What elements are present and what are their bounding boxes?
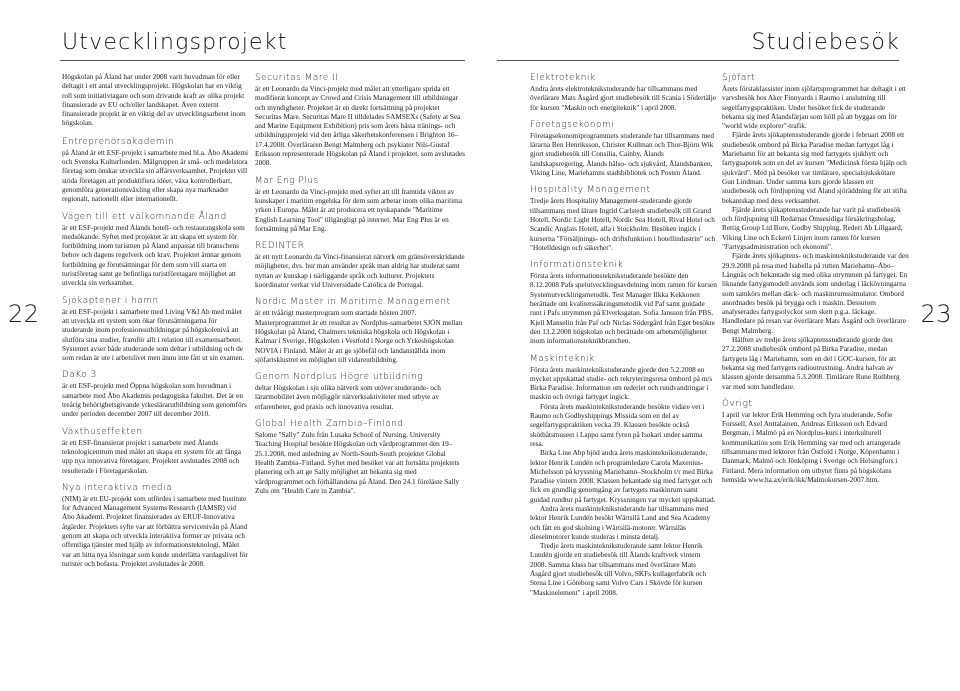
- section-body: (NIM) är ett EU-projekt som utfördes i samarbete med Institute for Advanced Management Systems Research (IAMSR) vid Åbo Akademi. Projektet finansierades av ERUF-Innovativa åtgärder. Projektets syfte var att förbättra servicenivån på Åland genom att skapa och utveckla interaktiva former av privata och offentliga tjänster med hjälp av informationsteknologi. Målet var att hitta nya lösningar som kunde underlätta vardagslivet för turister och bofasta. Projektet avslutades år 2008.: [62, 494, 248, 568]
- column-2: [255, 73, 465, 503]
- section-heading: Växthuseffekten: [62, 426, 143, 437]
- section: [255, 73, 465, 169]
- section-heading: Informationsteknik: [530, 260, 624, 271]
- section: [255, 241, 465, 290]
- section: [255, 297, 465, 365]
- section-heading: Sjöfart: [722, 73, 756, 83]
- section-heading: Maskinteknik: [530, 353, 595, 364]
- section-heading: Elektroteknik: [530, 73, 596, 83]
- section-body: Tredje årets Hospitality Management-studerande gjorde tillsammans med lärare Ingrid Carlstedt studiebesök till Grand Hotell, Nordic Light Hotell, Nordic Sea Hotell, Rival Hotel och Scandic Anglais Hotell, alla i Stockholm. Besöken ingick i kurserna "Försäljnings- och driftsfunktion i hotellindustrin" och "Hotelldesign och säkerhet".: [530, 197, 716, 252]
- section-body: är ett ESF-finansierat projekt i samarbete med Ålands teknologicentrum med målet att skapa ett system för att fånga upp nya innovativa företagare. Projektet avslutades 2008 och resulterade i Företagarskolan.: [62, 438, 241, 475]
- section-body: Årets förstaklassister inom sjöfartsprogrammet har deltagit i ett varvsbesök hos Aker Finnyards i Raumo i anslutning till segelfartygspraktiken. Under besöket fick de studerande bekanta sig med Ålandsfärjan som höll på att byggas om för "world wide explorer"-trafik.: [722, 85, 906, 131]
- section-body: Birka Line Abp bjöd andra årets maskinteknikstuderande, lektor Henrik Lundén och programledare Carola Maxenius-Michelsson på kryssning Mariehamn–Stockholm t/r med Birka Paradise vintern 2008. Klassen bekantade sig med fartyget och fick en grundlig genomgång av fartygets maskinrum samt guidad rundtur på fartyget. Kryssningen var mycket uppskattad.: [530, 449, 716, 504]
- section-body: är ett Leonardo da Vinci-projekt med målet att ytterligare sprida ett modifierat koncept av Crowd and Crisis Management till utbildningar och myndigheter. Projektet är en direkt fortsättning på projektet Securitas Mare. Securitas Mare II tilldelades SAMSEXs (Safety at Sea and Marine Equipment Exhibition) pris som årets bästa tränings- och utbildningsprojekt vid den årliga säkerhetskonferensen i Brighton 16–17.4.2008. Överläraren Bengt Malmberg och psykiater Nils-Gustaf Eriksson representerade Högskolan på Åland i projektet, som avslutades 2008.: [255, 85, 465, 168]
- section-body: är ett ESF-projekt med Öppna högskolan som huvudman i samarbete med Åbo Akademis pedagogiska fakultet. Det är en treårig behörighetsgivande yrkeslärarutbildning som genomförs under perioden december 2007 till december 2010.: [62, 382, 247, 419]
- section-heading: Sjökaptener i hamn: [62, 295, 159, 306]
- right-page-number: 23: [920, 300, 952, 328]
- right-page-title: Studiebesök: [751, 30, 900, 55]
- section: [62, 296, 249, 364]
- section: [530, 260, 717, 346]
- section-body: Företagsekonomiprogrammets studerande har tillsammans med lärarna Ben Henriksson, Christer Kullman och Thor-Björn Wik gjort studiebesök till Consilia, Cainby, Ålands landskapsregering, Ålands hälso- och sjukvård, Ålandsbanken, Viking Line, Mariehamns stadsbibliotek och Posten Åland.: [530, 131, 715, 178]
- section-body: är ett nytt Leonardo da Vinci-finansierat nätverk om gränsöverskridande möjligheter, dvs. hur man använder språk man aldrig har studerat samt nyttan av kunskap i närliggande språk och kulturer. Projektets koordinator verkar vid Universidade Católica de Portugal.: [255, 253, 465, 290]
- section-heading: Mar Eng Plus: [255, 175, 319, 186]
- section-heading: REDINTER: [255, 241, 305, 252]
- section-body: I april var lektor Erik Hemming och fyra studerande, Sofie Forssell, Axel Anttalainen, Andreas Eriksson och Edvard Bergman, i Malmö på en Nordplus-kurs i interkulturell kommunikation som Erik Hemming var med och arrangerade tillsammans med lektorer från Östfold i Norge, Köpenhamn i Danmark, Malmö och Jönköping i Sverige och Helsingfors i Finland. Mera information om utbytet finns på högskolans hemsida www.ha.ax/erik/ikk/Malmokursen-2007.htm.: [722, 410, 901, 484]
- section-body: Andra årets elektroteknikstuderande har tillsammans med överlärare Mats Åsgård gjort studiebesök till Scania i Södertälje för kursen "Maskin och energiteknik" i april 2008.: [530, 85, 717, 112]
- section-heading: Global Health Zambia–Finland: [255, 419, 404, 430]
- intro-paragraph: Högskolan på Åland har under 2008 varit huvudman för eller deltagit i ett antal utvecklingsprojekt. Högskolan har en viktig roll som initiativtagare och som drivande kraft av olika projekt finansierade av EU och/eller landskapet. Även externt finansierade projekt är en viktig del av utvecklingsarbetet inom högskolan.: [62, 73, 246, 128]
- section: [255, 372, 465, 412]
- section: [62, 427, 249, 476]
- section-heading: DaKo 3: [62, 370, 97, 381]
- section-heading: Hospitality Management: [530, 185, 651, 196]
- section: [62, 370, 249, 419]
- section-body: deltar Högskolan i sju olika nätverk som utöver studerande- och lärarmobilitet även möjliggör nätverksaktiviteter med utbyte av erfarenheter, god praxis och innovativa resultat.: [255, 384, 441, 411]
- right-title-rule: [497, 60, 899, 61]
- section-heading: Nya interaktiva media: [62, 482, 173, 493]
- section-body: är ett Leonardo da Vinci-projekt med syftet att till framtida vikten av kunskaper i maritim engelska för dem som arbetar inom olika maritima yrken i Europa. Målet är att producera ett nyskapande "Maritime English Learning Tool" tillgängligt på internet. Mar Eng Plus är en fortsättning på Mar Eng.: [255, 187, 462, 233]
- section-body: Hälften av tredje årets sjökaptensstuderande gjorde den 27.2.2008 studiebesök ombord på Birka Paradise, medan fartygets låg i Mariehamn, som en del i GOC-kursen, för att bekanta sig med fartygets radioutrustning. Andra halvan av klassen gjorde detsamma 5.3.2008. Timlärare Rune Rothberg var med som handledare.: [722, 336, 900, 391]
- section-heading: Securitas Mare II: [255, 73, 339, 83]
- section-body: Fjärde årets sjökaptensstuderande gjorde i februari 2008 ett studiebesök ombord på Birka Paradise medan fartyget låg i Mariehamn för att bekanta sig med fartygets sjukhytt och fartygsapotek som en del av kursen "Medicinsk första hjälp och sjukvård". Med på besöket var timlärare, specialsjukskötare Gun Lindman. Under samma kurs gjorde klassen ett studiebesök och fördjupning vid Åland sjöräddning för att stifta bekantskap med dess verksamhet.: [722, 131, 907, 205]
- section: [62, 212, 249, 289]
- column-1: [62, 73, 249, 576]
- left-title-rule: [60, 60, 465, 61]
- section: [722, 73, 909, 392]
- section: [255, 419, 465, 496]
- section: [530, 185, 717, 253]
- section-body: Första årets maskinteknikstuderande gjorde den 5.2.2008 en mycket uppskattad studie- och rekryteringsresa ombord på m/s Birka Paradise. Information om rederiet och rundvandringar i maskin och övriga fartyget ingick.: [530, 365, 713, 402]
- section: [62, 137, 249, 205]
- section-body: Första årets maskinteknikstuderande besökte vidare vet i Raumo och Godbyshippings Missida som en del av segelfartygspraktiken vecka 39. Klassen besökte också skötbåtsmuseet i Lappo samt fyren på Isokari under samma resa.: [530, 402, 705, 448]
- section-body: Salome "Sally" Zulu från Lusaka School of Nursing, University Teaching Hospital besökte Högskolan och vårdprogrammet den 19–25.1.2008, med anledning av North-South-South projektet Global Health Zambia–Finland. Syftet med besöket var att fortsätta projektets planering och att ge Sally möjlighet att bekanta sig med vårdprogrammet och förhållandena på Åland. Den 24.1 föreläste Sally Zulu om "Health Care in Zambia".: [255, 431, 460, 495]
- section-heading: Företagsekonomi: [530, 119, 615, 130]
- section-heading: Genom Nordplus Högre utbildning: [255, 372, 424, 383]
- left-page-title: Utvecklingsprojekt: [62, 30, 288, 55]
- section-body: Fjärde årets sjökaptensstuderande har varit på studiebesök och fördjupning till Redarnas Ömsesidiga försäkringsbolag, Rettig Group Ltd Bore, Godby Shipping, Rederi Ab Lillgaard, Viking Line och Eckerö Linjen inom ramen för kursen "Fartygsadministration och ekonomi".: [722, 205, 903, 252]
- section-body: Andra årets maskinteknikstuderande har tillsammans med lektor Henrik Lundén besökt Wärtsilä Land and Sea Academy och fått en god skolning i Wärtsilä-motorer. Wärtsiläs dieselmotorer kunde studeras i minsta detalj.: [530, 504, 711, 541]
- section-body: Första årets informationsteknikstuderande besökte den 8.12.2008 Pafs spelutvecklingsavdelning inom ramen för kursen Systemutvecklingsmetodik. Test Manager Ilkka Kekkonen berättade om kvalitetssäkringsmetodik vid Paf samt guidade runt i Pafs utrymmen på Elverksgatan. Sofia Jansson från PBS, Kjell Manselin från Paf och Niclas Södergård från Eget besökte den 13.2.2008 högskolan och berättade om arbetsmöjligheter inom informationsteknikbranchen.: [530, 272, 717, 346]
- section: [62, 483, 249, 569]
- section-heading: Vägen till ett välkomnande Åland: [62, 211, 227, 222]
- section-body: Fjärde årets sjökaptens- och maskinteknikstuderande var den 29.9.2008 på resa med Isabella på rutten Mariehamn–Åbo–Långnäs och bekantade sig med olika utrymmen på fartyget. En liknande fartygsmodell används som underlag i läckövningarna som samkörs mellan däck- och maskinrumssimulator. Ombord anordnades besök på brygga och i maskin. Dessutom analyserades fartygsolyckor som skett p.g.a. läckage. Handledare på resan var överlärare Mats Åsgård och överlärare Bengt Malmberg.: [722, 252, 909, 335]
- section-heading: Nordic Master in Maritime Management: [255, 297, 451, 308]
- section: [530, 120, 717, 178]
- section-body: är ett tvåårigt masterprogram som startade hösten 2007. Masterprogrammet är ett resultat av Nordplus-samarbetet SJÖN mellan Högskolan på Åland, Chalmers tekniska högskola och Högskolan i Kalmar i Sverige, Högskolen i Vestfold i Norge och Yrkeshögskolan NOVIA i Finland. Målet är att ge sjöbefäl och landanställda inom sjöfartsklustret en möjlighet till vidareutbildning.: [255, 309, 463, 364]
- section-body: är ett ESF-projekt med Ålands hotell- och restaurangskola som medsökande. Syftet med projektet är att skapa ett system för fortbildning inom turismen på Åland anpassat till branschens behov och dagens regelverk och krav. Projektet ämnar genom fortbildning ge förutsättningar för dem som vill starta ett turistföretag samt ge befintliga turistföretagare möjlighet att utveckla sin verksamhet.: [62, 223, 245, 288]
- section: [530, 354, 717, 598]
- section-body: Tredje årets maskinteknikstuderande samt lektor Henrik Lundén gjorde ett studiebesök till Ålands kraftverk vintern 2008. Samma klass har tillsammans med överlärare Mats Åsgård gjort studiebesök till Volvo, SKFs kullagerfabrik och Stena Line i Göteborg samt Volvo Cars i Skövde för kursen "Maskinelement" i april 2008.: [530, 542, 707, 597]
- section-body: på Åland är ett ESF-projekt i samarbete med bl.a. Åbo Akademi och Svenska Kulturfonden. Målgruppen är små- och medelstora företag som önskar utveckla sin affärsverksamhet. Projektet vill stöda företagen att produktifiera idéer, växa kontrollerbart, genomföra generationsväxling eller skapa nya marknader regionalt, nationellt eller internationellt.: [62, 148, 249, 204]
- section: [530, 73, 717, 113]
- section-heading: Övrigt: [722, 398, 753, 409]
- column-3: [530, 73, 717, 605]
- section: [255, 176, 465, 234]
- section-body: är ett ESF-projekt i samarbete med Living V&I Ab med målet att utveckla ett system som ökar förutsättningarna för studerande inom professionsutbildningar på högskolenivå att slutföra sina studier, framför allt i relation till examensarbetet. Systemet avser både studerande som deltar i utbildning och de som redan är ute i arbetslivet men ännu inte fått ut sin examen.: [62, 307, 245, 363]
- section-heading: Entreprenörsakademin: [62, 136, 175, 147]
- section: [722, 399, 909, 485]
- column-4: [722, 73, 909, 492]
- left-page-number: 22: [8, 300, 40, 328]
